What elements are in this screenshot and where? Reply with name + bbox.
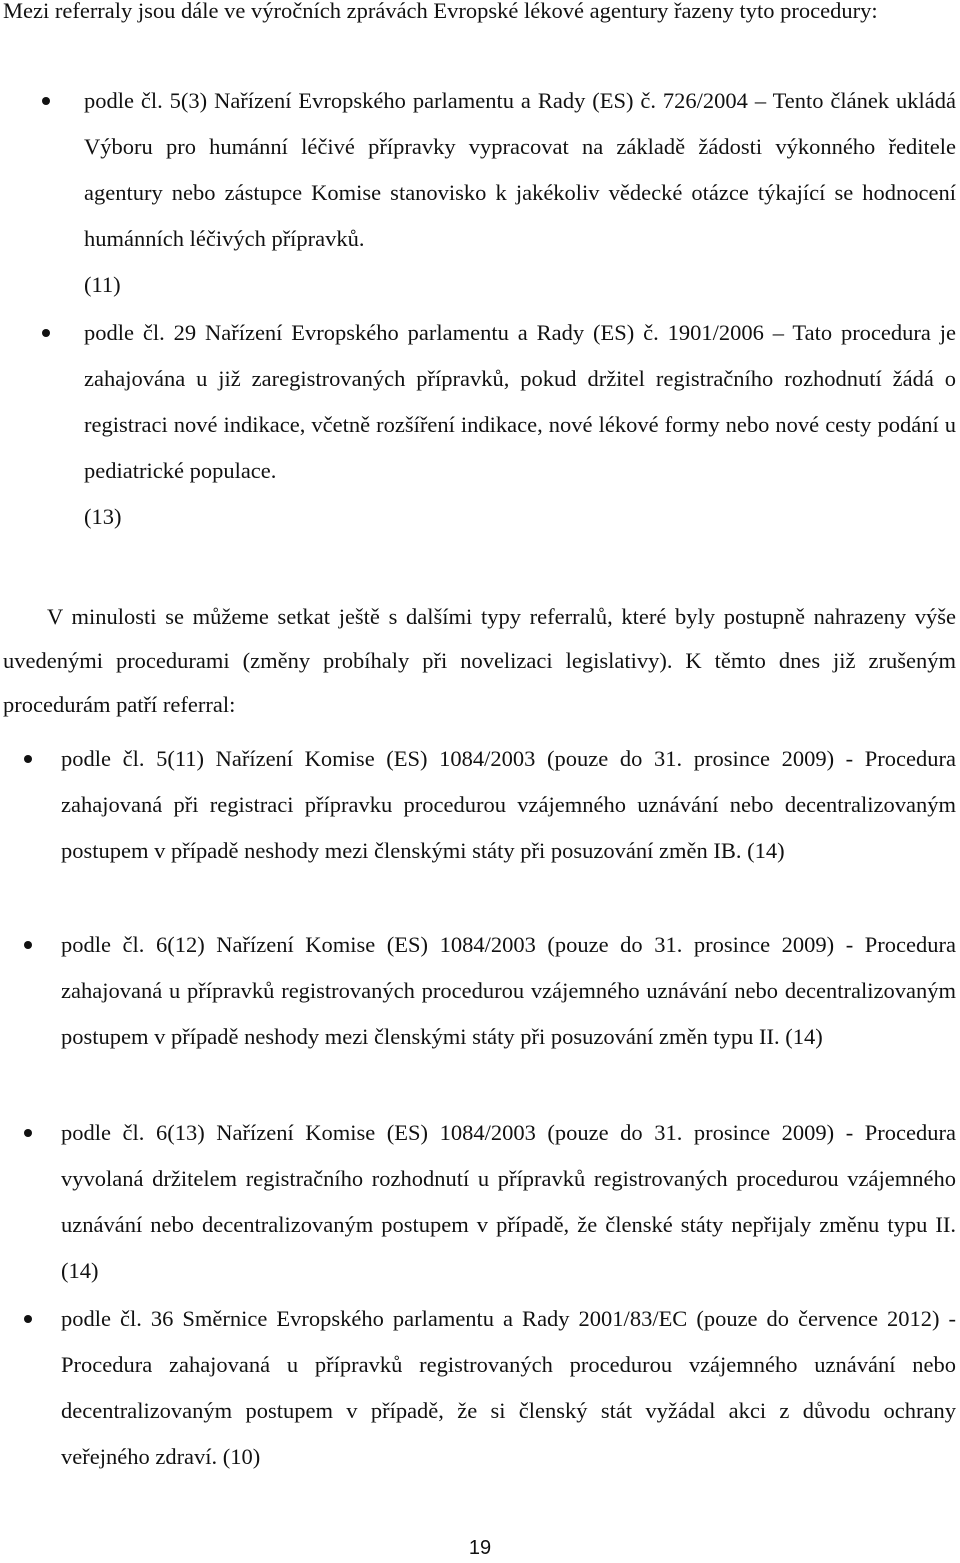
list-item	[61, 922, 956, 1110]
past-referrals-paragraph: V minulosti se můžeme setkat ještě s dalšími typy referralů, které byly postupně nahrazeny výše uvedenými procedurami (změny probíhaly při novelizaci legislativy). K těmto dnes již zrušeným procedurám patří referral:	[3, 604, 956, 717]
list-item-text: podle čl. 5(3) Nařízení Evropského parlamentu a Rady (ES) č. 726/2004 – Tento článek ukládá Výboru pro humánní léčivé přípravky vypracovat na základě žádosti výkonného ředitele agentury nebo zástupce Komise stanovisko k jakékoliv vědecké otázce týkající se hodnocení humánních léčivých přípravků.	[84, 88, 956, 251]
list-item	[61, 1296, 956, 1480]
intro-paragraph: Mezi referraly jsou dále ve výročních zprávách Evropské lékové agentury řazeny tyto procedury:	[3, 0, 878, 23]
list-item	[84, 310, 956, 540]
abolished-procedures-list	[61, 736, 956, 1480]
citation: (11)	[84, 272, 121, 297]
page-number: 19	[468, 1537, 492, 1559]
list-item-text: podle čl. 29 Nařízení Evropského parlamentu a Rady (ES) č. 1901/2006 – Tato procedura je zahajována u již zaregistrovaných přípravků, pokud držitel registračního rozhodnutí žádá o registraci nové indikace, včetně rozšíření indikace, nové lékové formy nebo nové cesty podání u pediatrické populace.	[84, 320, 956, 483]
list-item-text: podle čl. 36 Směrnice Evropského parlamentu a Rady 2001/83/EC (pouze do července 2012) - Procedura zahajovaná u přípravků registrovaných procedurou vzájemného uznávání nebo decentralizovaným postupem v případě, že si členský stát vyžádal akci z důvodu ochrany veřejného zdraví. (10)	[61, 1306, 956, 1469]
bullet-icon	[42, 329, 50, 337]
citation: (13)	[84, 504, 122, 529]
list-item	[84, 78, 956, 308]
bullet-icon	[24, 1129, 32, 1137]
list-item-text: podle čl. 5(11) Nařízení Komise (ES) 1084/2003 (pouze do 31. prosince 2009) - Procedura zahajovaná při registraci přípravku procedurou vzájemného uznávání nebo decentralizovaným postupem v případě neshody mezi členskými státy při posuzování změn IB. (14)	[61, 746, 956, 863]
bullet-icon	[24, 941, 32, 949]
bullet-icon	[24, 755, 32, 763]
list-item	[61, 736, 956, 922]
list-item-text: podle čl. 6(13) Nařízení Komise (ES) 1084/2003 (pouze do 31. prosince 2009) - Procedura vyvolaná držitelem registračního rozhodnutí u přípravků registrovaných procedurou vzájemného uznávání nebo decentralizovaným postupem v případě, že členské státy nepřijaly změnu typu II. (14)	[61, 1120, 956, 1283]
list-item-text: podle čl. 6(12) Nařízení Komise (ES) 1084/2003 (pouze do 31. prosince 2009) - Procedura zahajovaná u přípravků registrovaných procedurou vzájemného uznávání nebo decentralizovaným postupem v případě neshody mezi členskými státy při posuzování změn typu II. (14)	[61, 932, 956, 1049]
current-procedures-list	[84, 78, 956, 540]
list-item	[61, 1110, 956, 1296]
bullet-icon	[24, 1315, 32, 1323]
bullet-icon	[42, 97, 50, 105]
